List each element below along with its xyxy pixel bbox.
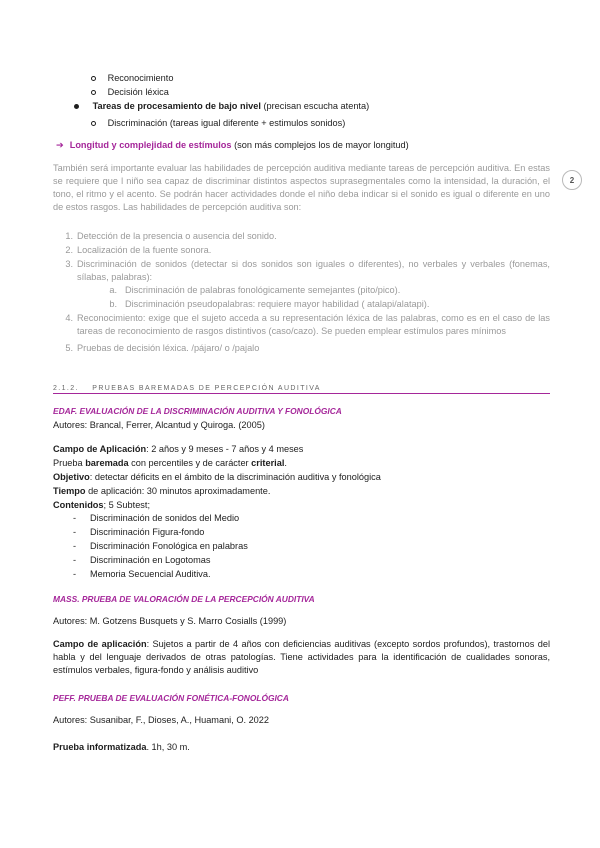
list-item-text: Reconocimiento [107,73,174,83]
page-number-badge: 2 [562,170,582,190]
edaf-title: EDAF. EVALUACIÓN DE LA DISCRIMINACIÓN AUDITIVA Y FONOLÓGICA [53,406,342,416]
mass-title: MASS. PRUEBA DE VALORACIÓN DE LA PERCEPCIÓN AUDITIVA [53,594,315,604]
list-item-text: Decisión léxica [107,87,169,97]
list-item: - Discriminación de sonidos del Medio [73,513,240,523]
list-item: 4. Reconocimiento: exige que el sujeto acceda a su representación léxica de las palabras, como es en el caso de las tareas de reconocimiento de rasgos distintivos (caso/cazo). Se pueden emplear estímulos pares mínimos [65,313,550,336]
section-heading: 2.1.2. PRUEBAS BAREMADAS DE PERCEPCIÓN AUDITIVA [53,385,550,394]
peff-authors: Autores: Susanibar, F., Dioses, A., Huamani, O. 2022 [53,715,270,725]
list-item [91,72,173,85]
list-item [91,117,345,130]
edaf-prueba: Prueba baremada con percentiles y de carácter criterial. [53,458,287,468]
list-item: 3. Discriminación de sonidos (detectar si dos sonidos son iguales o diferentes), no verbales y verbales (fonemas, sílabas, palabras): [65,259,550,282]
list-item-bold: Tareas de procesamiento de bajo nivel [92,101,261,111]
list-item: 2. Localización de la fuente sonora. [65,245,212,255]
intro-paragraph: También será importante evaluar las habilidades de percepción auditiva mediante tareas de percepción auditiva. En estas se requiere que l niño sea capaz de discriminar distintos aspectos suprasegmentales como la intensidad, la duración, el tono, el ritmo y el acento. Se podrán hacer actividades donde el niño deba indicar si el sonido es igual o diferente en uno de estos rasgos. Las habilidades de percepción auditiva son: [53,163,550,212]
list-item-text: Discriminación (tareas igual diferente + estimulos sonidos) [107,118,346,128]
list-item: 5. Pruebas de decisión léxica. /pájaro/ o /pajalo [65,343,260,353]
subtest-list [53,512,248,581]
edaf-objetivo: Objetivo: detectar déficits en el ámbito de la discriminación auditiva y fonológica [53,472,381,482]
list-item: - Discriminación en Logotomas [73,555,211,565]
edaf-tiempo: Tiempo de aplicación: 30 minutos aproximadamente. [53,486,271,496]
peff-title: PEFF. PRUEBA DE EVALUACIÓN FONÉTICA-FONOLÓGICA [53,693,289,703]
edaf-campo: Campo de Aplicación: 2 años y 9 meses - 7 años y 4 meses [53,444,304,454]
peff-prueba: Prueba informatizada. 1h, 30 m. [53,742,190,752]
circle-bullet-icon [91,121,96,126]
list-item: - Memoria Secuencial Auditiva. [73,569,211,579]
circle-bullet-icon [91,76,96,81]
arrow-list-item [56,139,409,152]
arrow-item-bold: Longitud y complejidad de estímulos [69,140,232,150]
list-item [91,86,169,99]
list-item [74,100,369,113]
list-item: - Discriminación Figura-fondo [73,527,205,537]
arrow-item-text: (son más complejos los de mayor longitud) [231,140,409,150]
list-item-text: (precisan escucha atenta) [260,101,370,111]
list-item: 1. Detección de la presencia o ausencia del sonido. [65,231,277,241]
arrow-right-icon: ➔ [56,140,64,150]
list-item: - Discriminación Fonológica en palabras [73,541,248,551]
edaf-contenidos: Contenidos; 5 Subtest; [53,500,151,510]
edaf-authors: Autores: Brancal, Ferrer, Alcantud y Quiroga. (2005) [53,420,265,430]
skills-list [53,230,550,355]
dot-bullet-icon [74,104,79,109]
circle-bullet-icon [91,90,96,95]
sub-list-item: a. Discriminación de palabras fonológicamente semejantes (pito/pico). [109,285,401,295]
mass-authors: Autores: M. Gotzens Busquets y S. Marro Cosialls (1999) [53,616,287,626]
mass-campo: Campo de aplicación: Sujetos a partir de 4 años con deficiencias auditivas (excepto sordos profundos), trastornos del habla y del lenguaje derivados de otras patologías. Tiene actividades para la identificación de cualidades sonoras, estímulos verbales, figura-fondo y análisis auditivo [53,639,550,675]
sub-list-item: b. Discriminación pseudopalabras: requiere mayor habilidad ( atalapi/alatapi). [109,299,430,309]
